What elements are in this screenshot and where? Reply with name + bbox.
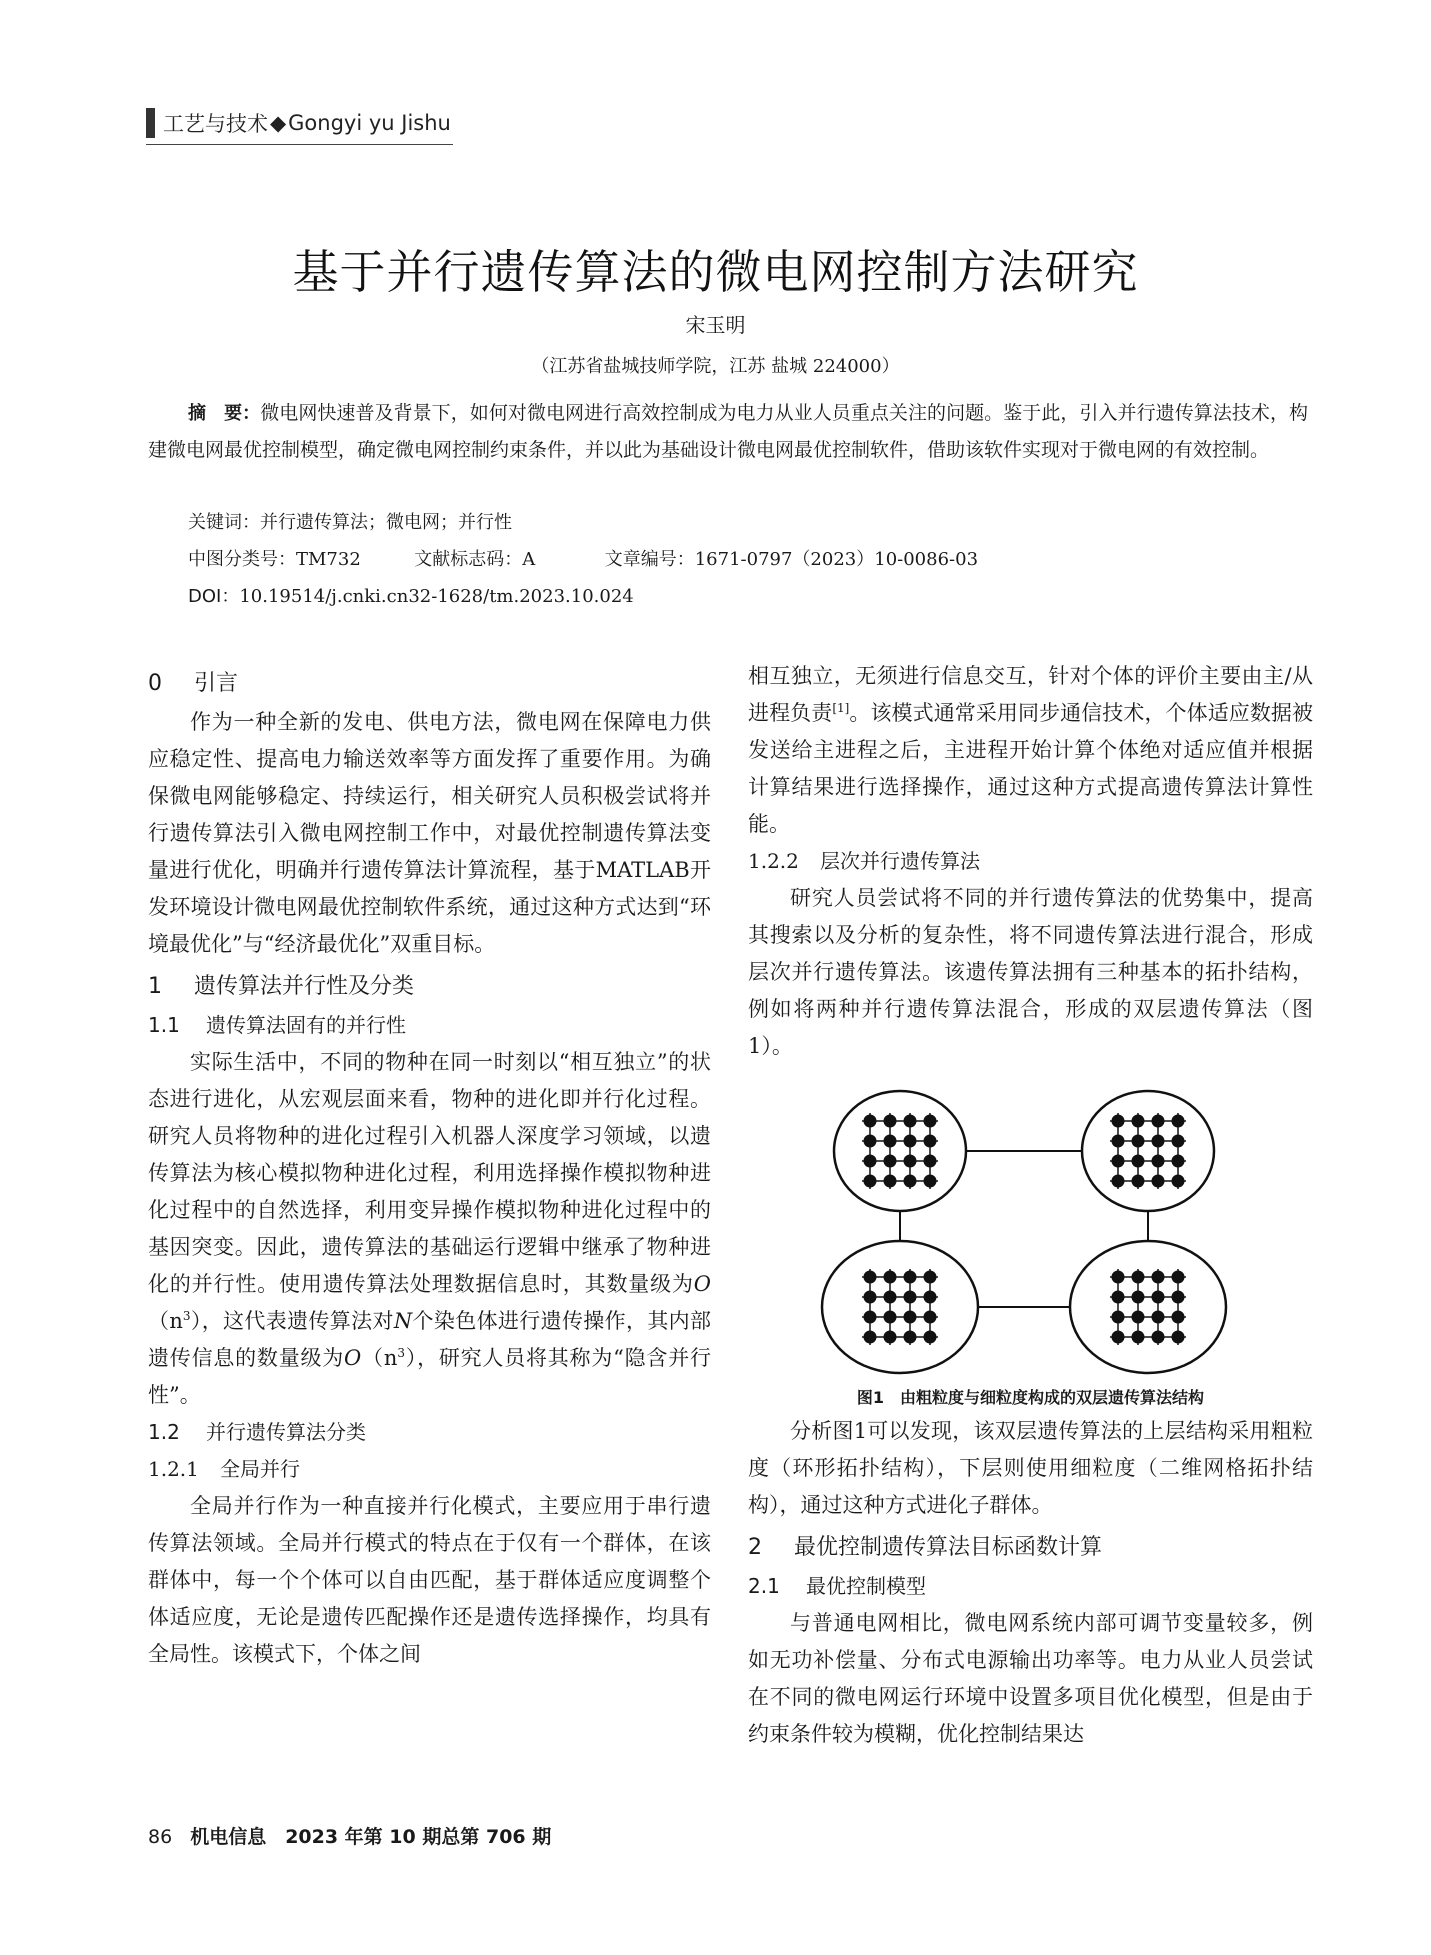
doc-code-label: 文献标志码： bbox=[414, 549, 523, 570]
section-1-2-1-heading: 1.2.1 全局并行 bbox=[148, 1457, 300, 1481]
individual-node bbox=[1112, 1311, 1125, 1324]
article-no-label: 文章编号： bbox=[604, 549, 695, 570]
affiliation: （江苏省盐城技师学院，江苏 盐城 224000） bbox=[531, 356, 900, 377]
section-1-2-2-paragraph: 研究人员尝试将不同的并行遗传算法的优势集中，提高其搜索以及分析的复杂性，将不同遗传算法进行混合，形成层次并行遗传算法。该遗传算法拥有三种基本的拓扑结构，例如将两种并行遗传算法混合，形成的双层遗传算法（图1）。 bbox=[748, 886, 1313, 1058]
individual-node bbox=[1172, 1175, 1185, 1188]
individual-node bbox=[1112, 1135, 1125, 1148]
abstract bbox=[148, 395, 1308, 469]
keywords-label: 关键词： bbox=[188, 512, 260, 533]
section-2-1-heading: 2.1 最优控制模型 bbox=[748, 1574, 926, 1598]
individual-node bbox=[1172, 1135, 1185, 1148]
individual-node bbox=[864, 1155, 877, 1168]
keywords-text: 并行遗传算法；微电网；并行性 bbox=[260, 512, 512, 533]
individual-node bbox=[1132, 1291, 1145, 1304]
abstract-label: 摘 要： bbox=[188, 403, 261, 424]
diamond-icon: ◆ bbox=[270, 111, 287, 135]
individual-node bbox=[884, 1135, 897, 1148]
individual-node bbox=[904, 1115, 917, 1128]
individual-node bbox=[1172, 1331, 1185, 1344]
individual-node bbox=[1152, 1135, 1165, 1148]
individual-node bbox=[1172, 1291, 1185, 1304]
individual-node bbox=[924, 1135, 937, 1148]
individual-node bbox=[1132, 1175, 1145, 1188]
keywords bbox=[188, 508, 512, 534]
subpopulation-island bbox=[1082, 1091, 1214, 1211]
individual-node bbox=[1152, 1115, 1165, 1128]
section-1-2-heading: 1.2 并行遗传算法分类 bbox=[148, 1420, 366, 1444]
author: 宋玉明 bbox=[685, 313, 746, 337]
journal-info: 机电信息 2023 年第 10 期总第 706 期 bbox=[190, 1826, 552, 1848]
section-1-2-1-continued: 相互独立，无须进行信息交互，针对个体的评价主要由主/从进程负责[1]。该模式通常采用同步通信技术，个体适应数据被发送给主进程之后，主进程开始计算个体绝对适应值并根据计算结果进行选择操作，通过这种方式提高遗传算法计算性能。 bbox=[748, 664, 1314, 836]
individual-node bbox=[904, 1291, 917, 1304]
individual-node bbox=[1112, 1155, 1125, 1168]
figure-1 bbox=[748, 1079, 1313, 1379]
doi-value: 10.19514/j.cnki.cn32-1628/tm.2023.10.024 bbox=[239, 586, 634, 607]
individual-node bbox=[924, 1331, 937, 1344]
individual-node bbox=[1112, 1271, 1125, 1284]
figure-1-caption: 图1 由粗粒度与细粒度构成的双层遗传算法结构 bbox=[856, 1388, 1205, 1407]
figure-1-diagram bbox=[748, 1079, 1313, 1379]
individual-node bbox=[1152, 1175, 1165, 1188]
individual-node bbox=[1172, 1311, 1185, 1324]
subpopulation-island bbox=[834, 1091, 966, 1211]
individual-node bbox=[864, 1175, 877, 1188]
abstract-text: 微电网快速普及背景下，如何对微电网进行高效控制成为电力从业人员重点关注的问题。鉴于此，引入并行遗传算法技术，构建微电网最优控制模型，确定微电网控制约束条件，并以此为基础设计微电网最优控制软件，借助该软件实现对于微电网的有效控制。 bbox=[148, 402, 1309, 461]
figure-analysis-paragraph: 分析图1可以发现，该双层遗传算法的上层结构采用粗粒度（环形拓扑结构），下层则使用细粒度（二维网格拓扑结构），通过这种方式进化子群体。 bbox=[748, 1419, 1313, 1517]
article-no-value: 1671-0797（2023）10-0086-03 bbox=[694, 549, 979, 570]
individual-node bbox=[884, 1155, 897, 1168]
individual-node bbox=[1112, 1115, 1125, 1128]
subpopulation-island bbox=[822, 1241, 978, 1373]
section-2-1-paragraph: 与普通电网相比，微电网系统内部可调节变量较多，例如无功补偿量、分布式电源输出功率等。电力从业人员尝试在不同的微电网运行环境中设置多项目优化模型，但是由于约束条件较为模糊，优化控制结果达 bbox=[748, 1611, 1313, 1746]
running-header bbox=[146, 108, 453, 145]
left-column bbox=[148, 660, 711, 1673]
doi-label: DOI： bbox=[188, 586, 240, 607]
individual-node bbox=[1152, 1331, 1165, 1344]
individual-node bbox=[924, 1311, 937, 1324]
individual-node bbox=[1132, 1115, 1145, 1128]
header-pinyin: Gongyi yu Jishu bbox=[288, 111, 451, 135]
individual-node bbox=[864, 1331, 877, 1344]
section-1-2-2-heading: 1.2.2 层次并行遗传算法 bbox=[748, 849, 980, 873]
individual-node bbox=[904, 1311, 917, 1324]
individual-node bbox=[1132, 1271, 1145, 1284]
individual-node bbox=[904, 1331, 917, 1344]
classification bbox=[188, 545, 978, 571]
section-1-1-heading: 1.1 遗传算法固有的并行性 bbox=[148, 1013, 406, 1037]
individual-node bbox=[904, 1271, 917, 1284]
paper-title: 基于并行遗传算法的微电网控制方法研究 bbox=[292, 245, 1139, 299]
individual-node bbox=[864, 1311, 877, 1324]
section-1-1-paragraph: 实际生活中，不同的物种在同一时刻以“相互独立”的状态进行进化，从宏观层面来看，物种的进化即并行化过程。研究人员将物种的进化过程引入机器人深度学习领域，以遗传算法为核心模拟物种进化过程，利用选择操作模拟物种进化过程中的自然选择，利用变异操作模拟物种进化过程中的基因突变。因此，遗传算法的基础运行逻辑中继承了物种进化的并行性。使用遗传算法处理数据信息时，其数量级为$O(n^3)$，这代表遗传算法对N个染色体进行遗传操作，其内部遗传信息的数量级为$O(n^3)$，研究人员将其称为“隐含并行性”。 bbox=[148, 1050, 712, 1407]
section-1-heading: 1 遗传算法并行性及分类 bbox=[148, 974, 415, 999]
intro-paragraph: 作为一种全新的发电、供电方法，微电网在保障电力供应稳定性、提高电力输送效率等方面发挥了重要作用。为确保微电网能够稳定、持续运行，相关研究人员积极尝试将并行遗传算法引入微电网控制工作中，对最优控制遗传算法变量进行优化，明确并行遗传算法计算流程，基于MATLAB开发环境设计微电网最优控制软件系统，通过这种方式达到“环境最优化”与“经济最优化”双重目标。 bbox=[148, 710, 711, 956]
individual-node bbox=[924, 1155, 937, 1168]
individual-node bbox=[1112, 1291, 1125, 1304]
individual-node bbox=[864, 1291, 877, 1304]
individual-node bbox=[884, 1311, 897, 1324]
section-1-2-1-paragraph: 全局并行作为一种直接并行化模式，主要应用于串行遗传算法领域。全局并行模式的特点在于仅有一个群体，在该群体中，每一个个体可以自由匹配，基于群体适应度调整个体适应度，无论是遗传匹配操作还是遗传选择操作，均具有全局性。该模式下，个体之间 bbox=[148, 1494, 711, 1666]
individual-node bbox=[1132, 1311, 1145, 1324]
individual-node bbox=[884, 1175, 897, 1188]
individual-node bbox=[884, 1115, 897, 1128]
section-0-heading: 0 引言 bbox=[148, 671, 239, 696]
individual-node bbox=[924, 1115, 937, 1128]
individual-node bbox=[1112, 1175, 1125, 1188]
individual-node bbox=[1172, 1115, 1185, 1128]
individual-node bbox=[884, 1291, 897, 1304]
header-bar bbox=[146, 108, 155, 138]
doc-code-value: A bbox=[522, 549, 536, 570]
individual-node bbox=[1132, 1155, 1145, 1168]
individual-node bbox=[884, 1331, 897, 1344]
individual-node bbox=[1152, 1271, 1165, 1284]
individual-node bbox=[1152, 1311, 1165, 1324]
section-2-heading: 2 最优控制遗传算法目标函数计算 bbox=[748, 1535, 1103, 1560]
doi bbox=[188, 582, 634, 608]
individual-node bbox=[864, 1115, 877, 1128]
individual-node bbox=[1152, 1291, 1165, 1304]
clc-value: TM732 bbox=[296, 549, 361, 570]
individual-node bbox=[1132, 1135, 1145, 1148]
individual-node bbox=[924, 1175, 937, 1188]
right-column bbox=[748, 658, 1313, 1753]
individual-node bbox=[1172, 1155, 1185, 1168]
individual-node bbox=[1172, 1271, 1185, 1284]
individual-node bbox=[1152, 1155, 1165, 1168]
individual-node bbox=[904, 1175, 917, 1188]
individual-node bbox=[924, 1271, 937, 1284]
individual-node bbox=[864, 1135, 877, 1148]
individual-node bbox=[904, 1135, 917, 1148]
individual-node bbox=[1112, 1331, 1125, 1344]
individual-node bbox=[884, 1271, 897, 1284]
subpopulation-island bbox=[1070, 1241, 1226, 1373]
page-number: 86 bbox=[148, 1826, 173, 1848]
clc-label: 中图分类号： bbox=[188, 549, 296, 570]
individual-node bbox=[924, 1291, 937, 1304]
page-footer bbox=[148, 1822, 551, 1849]
individual-node bbox=[864, 1271, 877, 1284]
individual-node bbox=[1132, 1331, 1145, 1344]
header-section: 工艺与技术 bbox=[163, 112, 268, 136]
individual-node bbox=[904, 1155, 917, 1168]
